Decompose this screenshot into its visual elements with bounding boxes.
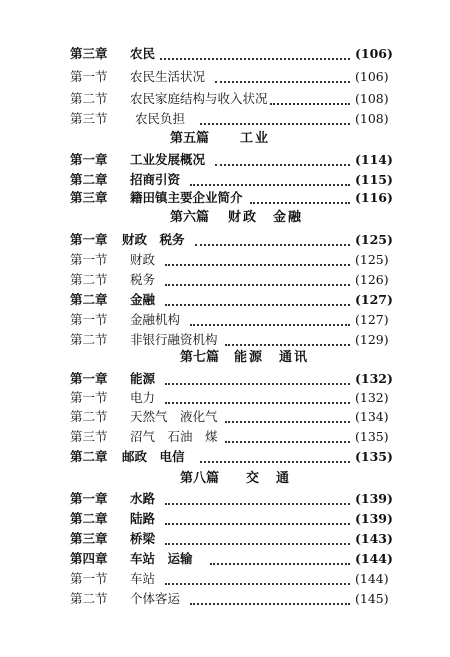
dot-leader	[165, 304, 350, 306]
page-number: (134)	[355, 409, 389, 424]
dot-leader	[225, 441, 350, 443]
entry-title: 个体客运	[130, 591, 181, 606]
dot-leader	[165, 523, 350, 525]
toc-entry	[0, 509, 450, 529]
chapter-label: 第四章	[70, 551, 108, 566]
entry-title: 非银行融资机构	[130, 332, 218, 347]
page-number: (145)	[355, 591, 389, 606]
dot-leader	[165, 503, 350, 505]
dot-leader	[200, 461, 350, 463]
entry-title: 农民生活状况	[130, 69, 206, 84]
entry-title: 财政 税务	[122, 232, 185, 247]
dot-leader	[225, 421, 350, 423]
toc-entry	[0, 589, 450, 609]
toc-entry	[0, 369, 450, 389]
part-heading	[0, 347, 450, 369]
part-subject: 财政 金融	[228, 210, 304, 225]
page-number: (139)	[355, 511, 393, 526]
entry-title: 车站 运输	[130, 551, 193, 566]
section-label: 第一节	[70, 571, 108, 586]
chapter-label: 第一章	[70, 152, 108, 167]
toc-entry	[0, 489, 450, 509]
page-number: (115)	[355, 172, 393, 187]
dot-leader	[165, 383, 350, 385]
toc-entry	[0, 250, 450, 270]
chapter-label: 第三章	[70, 531, 108, 546]
dot-leader	[190, 184, 350, 186]
section-label: 第二节	[70, 332, 108, 347]
part-heading	[0, 468, 450, 490]
entry-title: 天然气 液化气	[130, 409, 218, 424]
section-label: 第一节	[70, 252, 108, 267]
section-label: 第三节	[70, 429, 108, 444]
section-label: 第三节	[70, 111, 108, 126]
entry-title: 能源	[130, 371, 156, 386]
page-number: (106)	[355, 69, 389, 84]
entry-title: 税务	[130, 272, 156, 287]
toc-entry	[0, 569, 450, 589]
dot-leader	[165, 543, 350, 545]
dot-leader	[165, 284, 350, 286]
dot-leader	[270, 103, 350, 105]
toc-entry	[0, 230, 450, 250]
page-number: (144)	[355, 551, 393, 566]
entry-title: 工业发展概况	[130, 152, 206, 167]
dot-leader	[200, 123, 350, 125]
chapter-label: 第二章	[70, 172, 108, 187]
section-label: 第二节	[70, 591, 108, 606]
page-number: (125)	[355, 232, 393, 247]
part-subject: 交 通	[246, 471, 292, 486]
section-label: 第一节	[70, 390, 108, 405]
part-subject: 工业	[240, 131, 271, 146]
dot-leader	[165, 402, 350, 404]
page-number: (108)	[355, 111, 389, 126]
toc-entry	[0, 447, 450, 467]
entry-title: 桥梁	[130, 531, 156, 546]
part-number: 第五篇	[170, 131, 210, 146]
page-number: (106)	[355, 46, 393, 61]
page-number: (125)	[355, 252, 389, 267]
toc-entry	[0, 109, 450, 129]
section-label: 第二节	[70, 272, 108, 287]
entry-title: 金融机构	[130, 312, 181, 327]
page-number: (114)	[355, 152, 393, 167]
page-number: (127)	[355, 312, 389, 327]
toc-entry	[0, 388, 450, 408]
entry-title: 财政	[130, 252, 156, 267]
entry-title: 电力	[130, 390, 156, 405]
part-subject: 能源 通讯	[234, 350, 310, 365]
chapter-label: 第一章	[70, 232, 108, 247]
entry-title: 金融	[130, 292, 156, 307]
section-label: 第二节	[70, 91, 108, 106]
toc-entry	[0, 270, 450, 290]
dot-leader	[160, 58, 350, 60]
chapter-label: 第二章	[70, 292, 108, 307]
section-label: 第一节	[70, 312, 108, 327]
part-number: 第七篇	[180, 350, 220, 365]
dot-leader	[165, 264, 350, 266]
dot-leader	[195, 244, 350, 246]
page-number: (127)	[355, 292, 393, 307]
entry-title: 沼气 石油 煤	[130, 429, 218, 444]
page-number: (144)	[355, 571, 389, 586]
dot-leader	[165, 583, 350, 585]
page-number: (135)	[355, 449, 393, 464]
dot-leader	[215, 81, 350, 83]
toc-entry	[0, 67, 450, 87]
entry-title: 陆路	[130, 511, 156, 526]
toc-entry	[0, 150, 450, 170]
section-label: 第二节	[70, 409, 108, 424]
chapter-label: 第三章	[70, 46, 108, 61]
toc-entry	[0, 290, 450, 310]
entry-title: 招商引资	[130, 172, 181, 187]
page-number: (139)	[355, 491, 393, 506]
part-number: 第六篇	[170, 210, 210, 225]
toc-entry	[0, 89, 450, 109]
dot-leader	[190, 324, 350, 326]
chapter-label: 第二章	[70, 511, 108, 526]
page-number: (143)	[355, 531, 393, 546]
dot-leader	[225, 344, 350, 346]
dot-leader	[215, 164, 350, 166]
toc-entry	[0, 427, 450, 447]
chapter-label: 第一章	[70, 491, 108, 506]
page-number: (132)	[355, 371, 393, 386]
part-heading	[0, 207, 450, 229]
dot-leader	[190, 603, 350, 605]
toc-entry	[0, 549, 450, 569]
toc-entry	[0, 44, 450, 64]
entry-title: 籍田镇主要企业简介	[130, 190, 243, 205]
page-number: (135)	[355, 429, 389, 444]
page-number: (129)	[355, 332, 389, 347]
toc-entry	[0, 529, 450, 549]
page-number: (132)	[355, 390, 389, 405]
entry-title: 农民负担	[135, 111, 186, 126]
section-label: 第一节	[70, 69, 108, 84]
dot-leader	[250, 202, 350, 204]
toc-entry	[0, 170, 450, 190]
part-number: 第八篇	[180, 471, 220, 486]
part-heading	[0, 128, 450, 150]
toc-entry	[0, 407, 450, 427]
chapter-label: 第一章	[70, 371, 108, 386]
entry-title: 车站	[130, 571, 156, 586]
entry-title: 农民家庭结构与收入状况	[130, 91, 268, 106]
entry-title: 农民	[130, 46, 156, 61]
chapter-label: 第三章	[70, 190, 108, 205]
page-number: (116)	[355, 190, 393, 205]
entry-title: 邮政 电信	[122, 449, 185, 464]
dot-leader	[210, 563, 350, 565]
page-number: (108)	[355, 91, 389, 106]
toc-entry	[0, 310, 450, 330]
page-number: (126)	[355, 272, 389, 287]
chapter-label: 第二章	[70, 449, 108, 464]
toc-entry	[0, 188, 450, 208]
entry-title: 水路	[130, 491, 156, 506]
